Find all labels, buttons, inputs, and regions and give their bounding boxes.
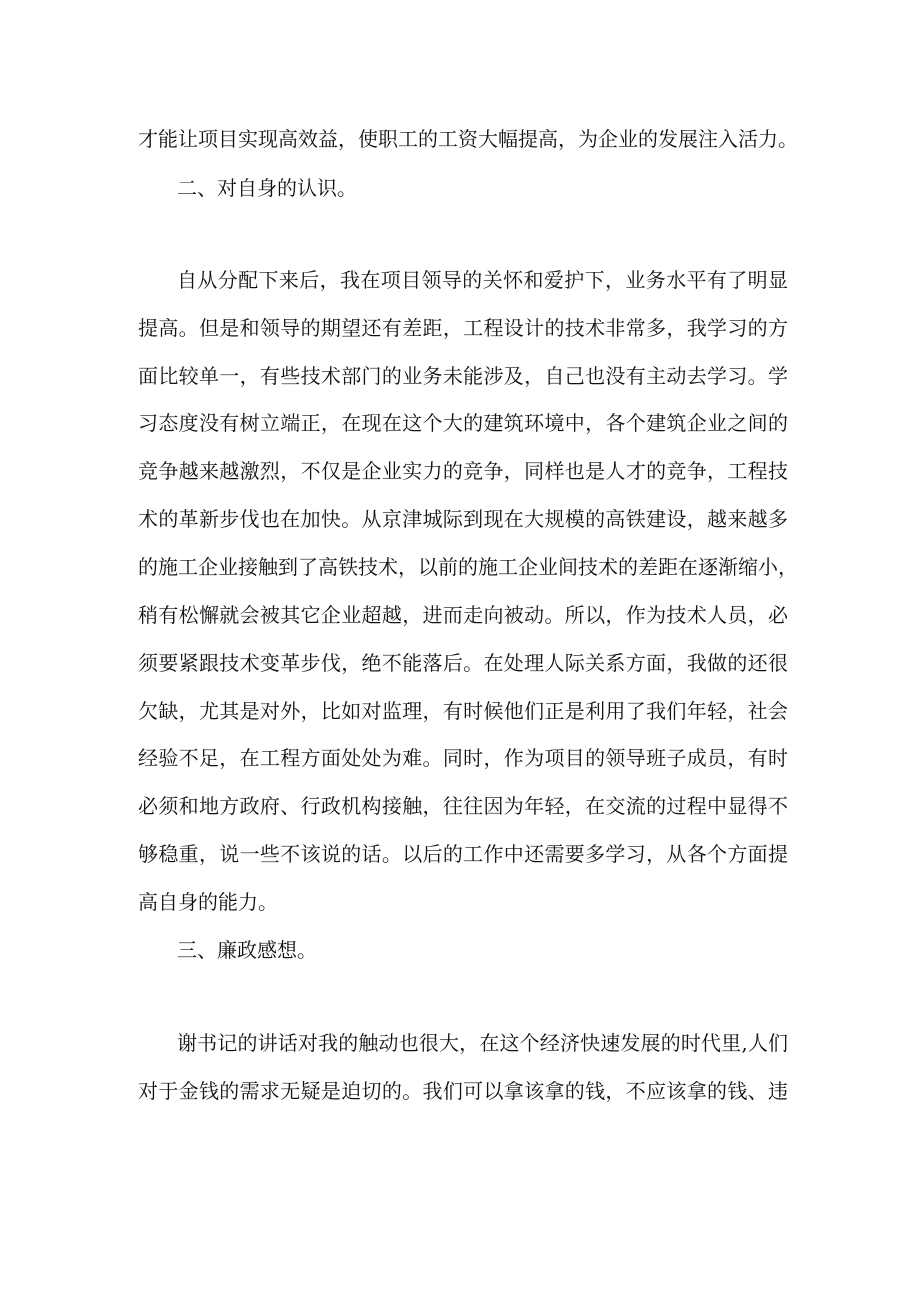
paragraph-line: 欠缺，尤其是对外，比如对监理，有时候他们正是利用了我们年轻，社会	[138, 699, 788, 723]
paragraph-line: 稍有松懈就会被其它企业超越，进而走向被动。所以，作为技术人员，必	[138, 603, 788, 627]
paragraph-line: 高自身的能力。	[138, 890, 278, 914]
paragraph-line: 须要紧跟技术变革步伐，绝不能落后。在处理人际关系方面，我做的还很	[138, 651, 788, 675]
paragraph-line: 习态度没有树立端正，在现在这个大的建筑环境中，各个建筑企业之间的	[138, 411, 788, 435]
section-heading-integrity: 三、廉政感想。	[177, 938, 317, 962]
paragraph-line: 术的革新步伐也在加快。从京津城际到现在大规模的高铁建设，越来越多	[138, 507, 788, 531]
paragraph-line: 必须和地方政府、行政机构接触，往往因为年轻，在交流的过程中显得不	[138, 794, 788, 818]
paragraph-line: 对于金钱的需求无疑是迫切的。我们可以拿该拿的钱，不应该拿的钱、违	[138, 1079, 788, 1103]
paragraph-line: 自从分配下来后，我在项目领导的关怀和爱护下，业务水平有了明显	[177, 268, 788, 292]
paragraph-line: 提高。但是和领导的期望还有差距，工程设计的技术非常多，我学习的方	[138, 316, 788, 340]
paragraph-line: 经验不足，在工程方面处处为难。同时，作为项目的领导班子成员，有时	[138, 746, 788, 770]
paragraph-line: 的施工企业接触到了高铁技术，以前的施工企业间技术的差距在逐渐缩小，	[138, 555, 798, 579]
paragraph-top-line: 才能让项目实现高效益，使职工的工资大幅提高，为企业的发展注入活力。	[138, 127, 798, 151]
paragraph-line: 面比较单一，有些技术部门的业务未能涉及，自己也没有主动去学习。学	[138, 364, 788, 388]
paragraph-line: 竞争越来越激烈，不仅是企业实力的竞争，同样也是人才的竞争，工程技	[138, 459, 788, 483]
paragraph-line: 够稳重，说一些不该说的话。以后的工作中还需要多学习，从各个方面提	[138, 842, 788, 866]
paragraph-line: 谢书记的讲话对我的触动也很大，在这个经济快速发展的时代里,人们	[177, 1031, 788, 1055]
section-heading-self-awareness: 二、对自身的认识。	[177, 176, 357, 200]
